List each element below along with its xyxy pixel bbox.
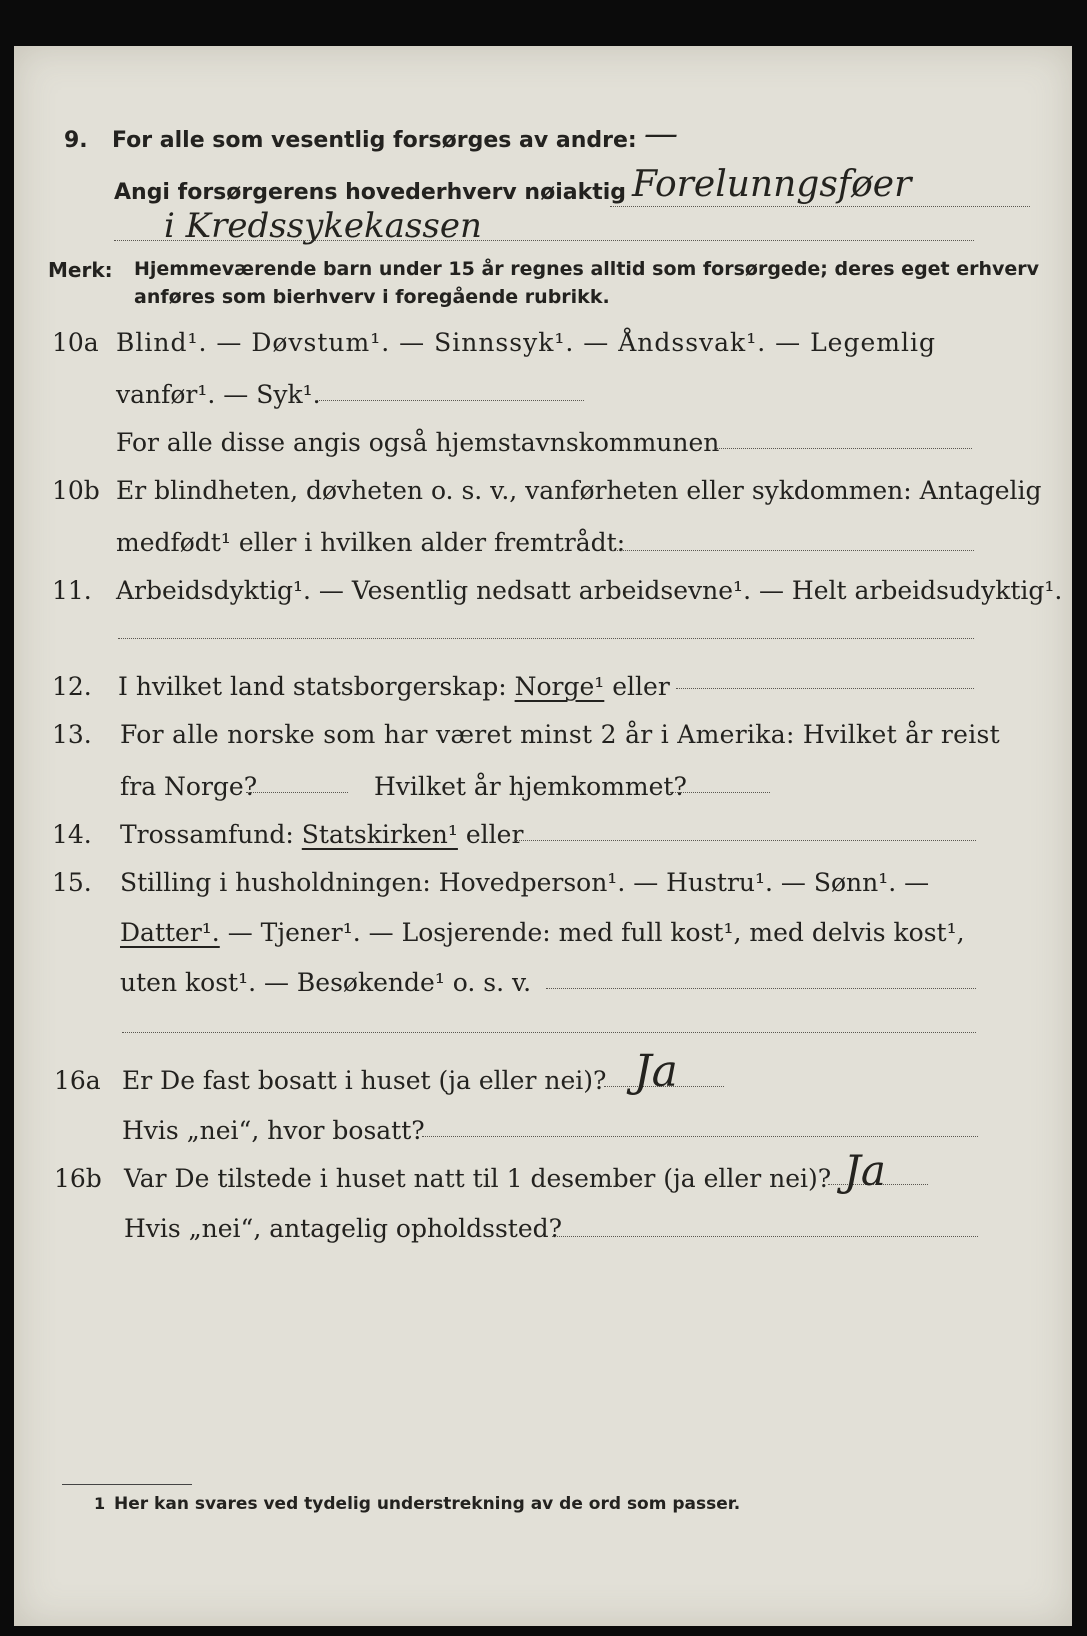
q15-line2: — Tjener¹. — Losjerende: med full kost¹, med delvis kost¹, (227, 918, 965, 947)
q12-number: 12. (52, 672, 92, 701)
q13-line2a: fra Norge? (120, 772, 258, 801)
q14-underlined-answer: Statskirken¹ (301, 820, 458, 849)
q14-prompt: Trossamfund: (120, 820, 294, 849)
q13-year-returned-fill (670, 792, 770, 793)
q16a-answer: Ja (634, 1046, 678, 1097)
q16a-line2: Hvis „nei“, hvor bosatt? (122, 1116, 425, 1145)
q9-number: 9. (64, 128, 88, 153)
q9-line2: Angi forsørgerens hovederhverv nøiaktig (114, 180, 627, 205)
q10a-line2-fill (316, 400, 584, 401)
q15-number: 15. (52, 868, 92, 897)
merk-line2: anføres som bierhverv i foregående rubrikk. (134, 286, 610, 308)
footnote-text: Her kan svares ved tydelig understrekning av de ord som passer. (114, 1494, 741, 1514)
q9-line1: For alle som vesentlig forsørges av andre: (112, 128, 637, 153)
q12-post: eller (612, 672, 670, 701)
q12-underlined-answer: Norge¹ (514, 672, 605, 701)
q16b-line2: Hvis „nei“, antagelig opholdssted? (124, 1214, 563, 1243)
q16a-number: 16a (54, 1066, 101, 1095)
q10b-line1: Er blindheten, døvheten o. s. v., vanførheten eller sykdommen: Antagelig (116, 476, 1042, 505)
q9-line2-fill (610, 206, 1030, 207)
q13-number: 13. (52, 720, 92, 749)
merk-label: Merk: (48, 258, 113, 282)
footnote-rule (62, 1484, 192, 1485)
q9-answer1: Forelunngsføer (632, 164, 912, 205)
q13-line1: For alle norske som har været minst 2 år i Amerika: Hvilket år reist (120, 720, 1001, 749)
q16b-number: 16b (54, 1164, 102, 1193)
q11-line1: Arbeidsdyktig¹. — Vesentlig nedsatt arbeidsevne¹. — Helt arbeidsudyktig¹. (116, 576, 1063, 605)
q10b-line2-fill (612, 550, 974, 551)
q15-line3: uten kost¹. — Besøkende¹ o. s. v. (120, 968, 532, 997)
q10a-number: 10a (52, 328, 99, 357)
q16b-line2-fill (552, 1236, 978, 1237)
q11-line2-fill (118, 638, 974, 639)
q15-underlined-answer: Datter¹. (120, 918, 220, 947)
q14-post: eller (465, 820, 524, 849)
q9-answer2: i Kredssykekassen (164, 206, 482, 246)
q16a-line2-fill (422, 1136, 978, 1137)
q10a-line2: vanfør¹. — Syk¹. (116, 380, 321, 409)
merk-line1: Hjemmeværende barn under 15 år regnes alltid som forsørgede; deres eget erhverv (134, 258, 1040, 280)
q15-line3-fill (546, 988, 976, 989)
q12-prompt: I hvilket land statsborgerskap: (118, 672, 507, 701)
q10b-line2: medfødt¹ eller i hvilken alder fremtrådt: (116, 528, 626, 557)
census-form-page (14, 46, 1072, 1626)
q16b-answer: Ja (844, 1146, 886, 1195)
q10b-number: 10b (52, 476, 100, 505)
q11-number: 11. (52, 576, 92, 605)
q10a-line3: For alle disse angis også hjemstavnskommunen (116, 428, 720, 457)
q12-fill (676, 688, 974, 689)
q16b-line1: Var De tilstede i huset natt til 1 desember (ja eller nei)? (124, 1164, 832, 1193)
q9-answer-dash: — (644, 114, 678, 154)
q13-year-left-fill (246, 792, 348, 793)
q10a-line3-fill (716, 448, 972, 449)
q16a-line1: Er De fast bosatt i huset (ja eller nei)? (122, 1066, 607, 1095)
q15-line4-fill (122, 1032, 976, 1033)
q14-fill (514, 840, 976, 841)
q14-number: 14. (52, 820, 92, 849)
q13-line2b: Hvilket år hjemkommet? (374, 772, 687, 801)
q15-line1: Stilling i husholdningen: Hovedperson¹. — Hustru¹. — Sønn¹. — (120, 868, 930, 897)
q10a-line1: Blind¹. — Døvstum¹. — Sinnssyk¹. — Åndssvak¹. — Legemlig (116, 328, 936, 357)
footnote-mark: 1 (94, 1494, 106, 1513)
